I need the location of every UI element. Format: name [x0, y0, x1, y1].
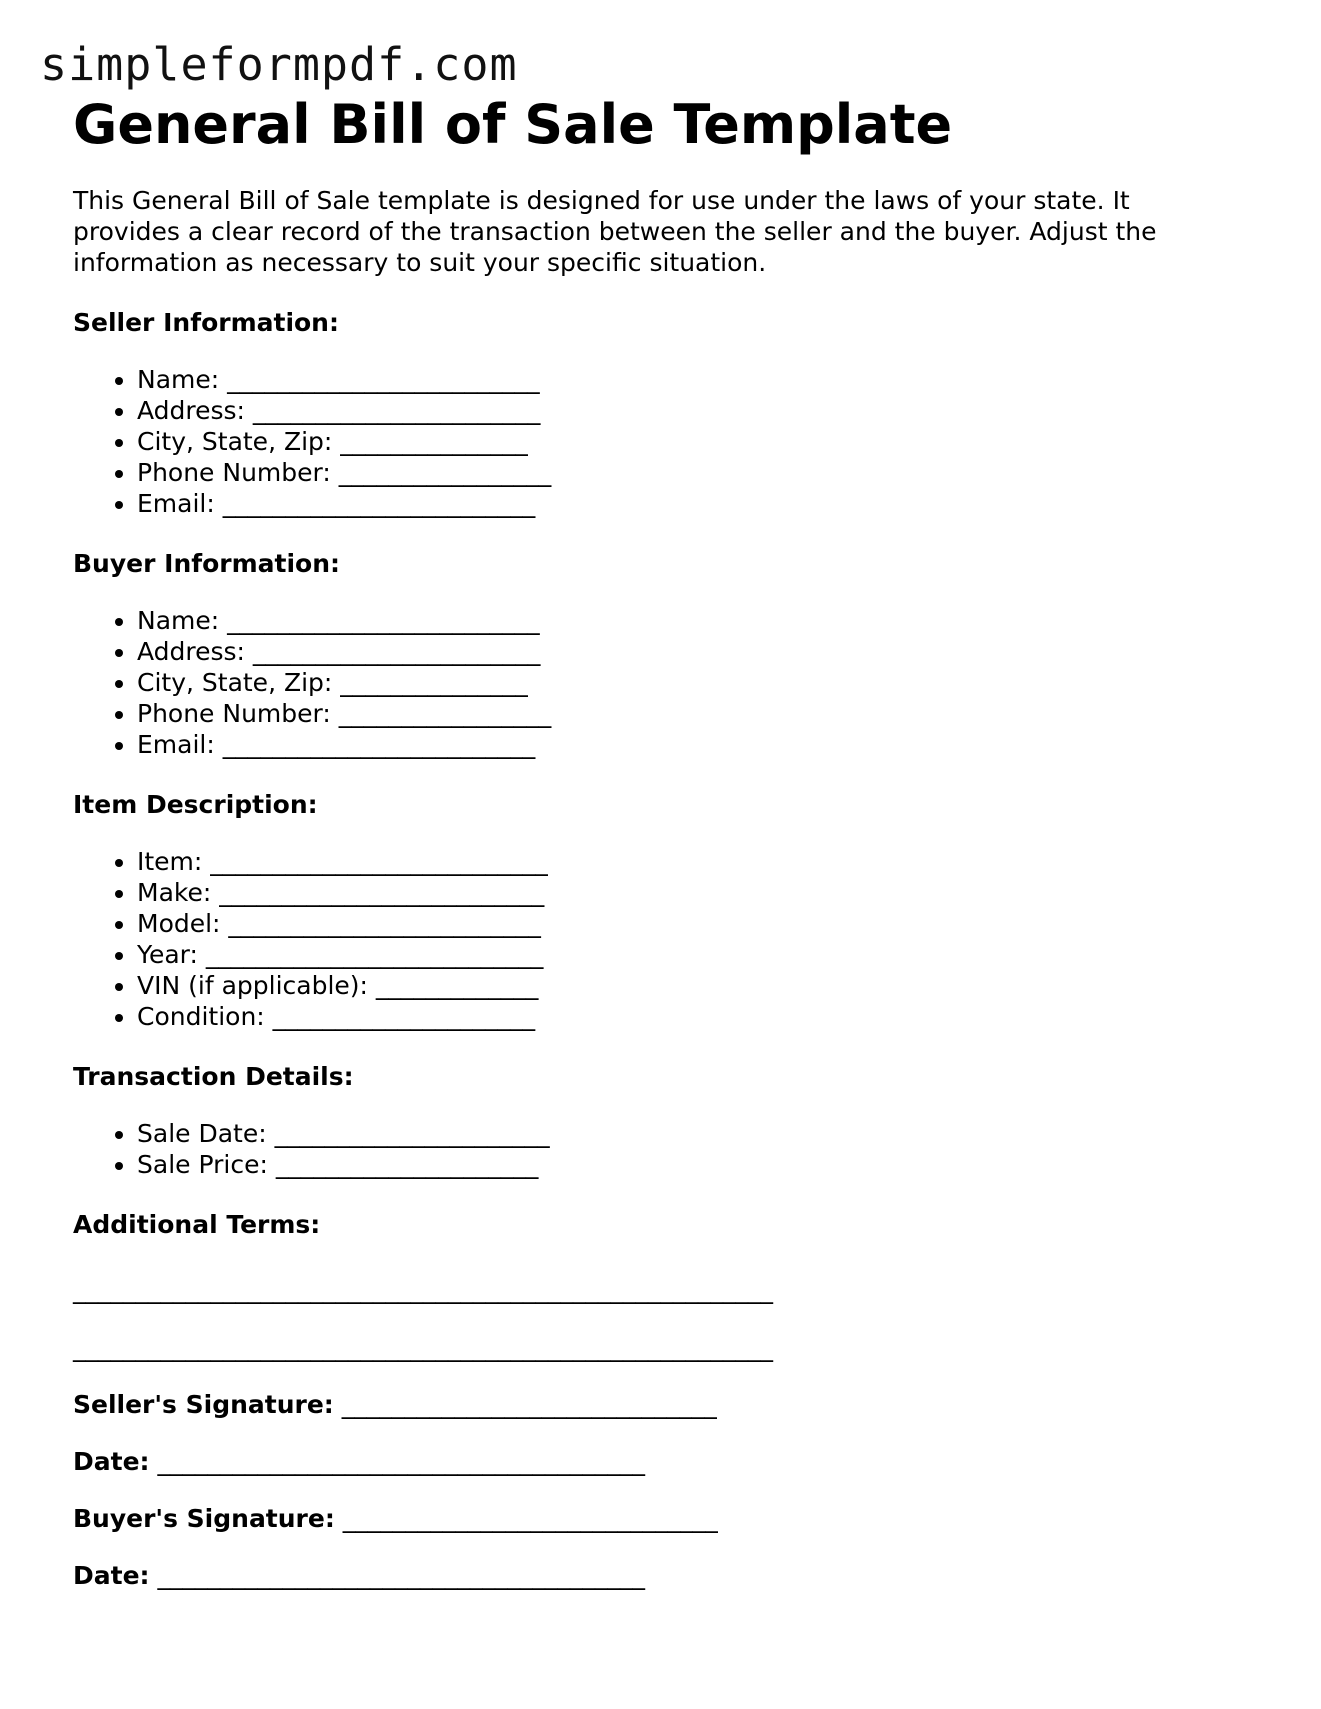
buyer-city-state-zip-field[interactable]: • City, State, Zip: _______________	[137, 667, 1253, 698]
buyer-date-label: Date:	[73, 1561, 150, 1590]
condition-field[interactable]: • Condition: _____________________	[137, 1001, 1253, 1032]
vin-field[interactable]: • VIN (if applicable): _____________	[137, 970, 1253, 1001]
seller-date-row	[73, 1446, 1253, 1477]
seller-signature-line[interactable]: ______________________________	[333, 1390, 717, 1419]
seller-signature-row	[73, 1389, 1253, 1420]
seller-email-field[interactable]: • Email: _________________________	[137, 488, 1253, 519]
make-field[interactable]: • Make: __________________________	[137, 877, 1253, 908]
buyer-address-field[interactable]: • Address: _______________________	[137, 636, 1253, 667]
transaction-list	[73, 1118, 1253, 1180]
additional-terms-line-2[interactable]: ________________________________________________________	[73, 1333, 773, 1362]
seller-signature-label: Seller's Signature:	[73, 1390, 334, 1419]
transaction-heading: Transaction Details:	[73, 1062, 354, 1091]
buyer-phone-field[interactable]: • Phone Number: _________________	[137, 698, 1253, 729]
buyer-date-row	[73, 1560, 1253, 1591]
item-heading: Item Description:	[73, 790, 318, 819]
item-list	[73, 846, 1253, 1032]
intro-paragraph: This General Bill of Sale template is designed for use under the laws of your state. It provides a clear record of the transaction between the seller and the buyer. Adjust the information as necessary to suit your specific situation.	[73, 186, 1157, 277]
buyer-list	[73, 605, 1253, 760]
seller-address-field[interactable]: • Address: _______________________	[137, 395, 1253, 426]
item-field[interactable]: • Item: ___________________________	[137, 846, 1253, 877]
additional-terms-heading: Additional Terms:	[73, 1210, 321, 1239]
buyer-email-field[interactable]: • Email: _________________________	[137, 729, 1253, 760]
document	[73, 95, 1253, 1591]
sale-date-field[interactable]: • Sale Date: ______________________	[137, 1118, 1253, 1149]
buyer-date-line[interactable]: _______________________________________	[149, 1561, 645, 1590]
year-field[interactable]: • Year: ___________________________	[137, 939, 1253, 970]
seller-city-state-zip-field[interactable]: • City, State, Zip: _______________	[137, 426, 1253, 457]
seller-list	[73, 364, 1253, 519]
watermark-logo: simpleformpdf.com	[40, 38, 518, 91]
page-title: General Bill of Sale Template	[73, 93, 953, 156]
buyer-signature-row	[73, 1503, 1253, 1534]
seller-phone-field[interactable]: • Phone Number: _________________	[137, 457, 1253, 488]
model-field[interactable]: • Model: _________________________	[137, 908, 1253, 939]
seller-name-field[interactable]: • Name: _________________________	[137, 364, 1253, 395]
buyer-signature-line[interactable]: ______________________________	[334, 1504, 718, 1533]
buyer-name-field[interactable]: • Name: _________________________	[137, 605, 1253, 636]
buyer-signature-label: Buyer's Signature:	[73, 1504, 335, 1533]
buyer-heading: Buyer Information:	[73, 549, 341, 578]
seller-date-line[interactable]: _______________________________________	[149, 1447, 645, 1476]
seller-heading: Seller Information:	[73, 308, 339, 337]
sale-price-field[interactable]: • Sale Price: _____________________	[137, 1149, 1253, 1180]
additional-terms-line-1[interactable]: ________________________________________________________	[73, 1275, 773, 1304]
seller-date-label: Date:	[73, 1447, 150, 1476]
